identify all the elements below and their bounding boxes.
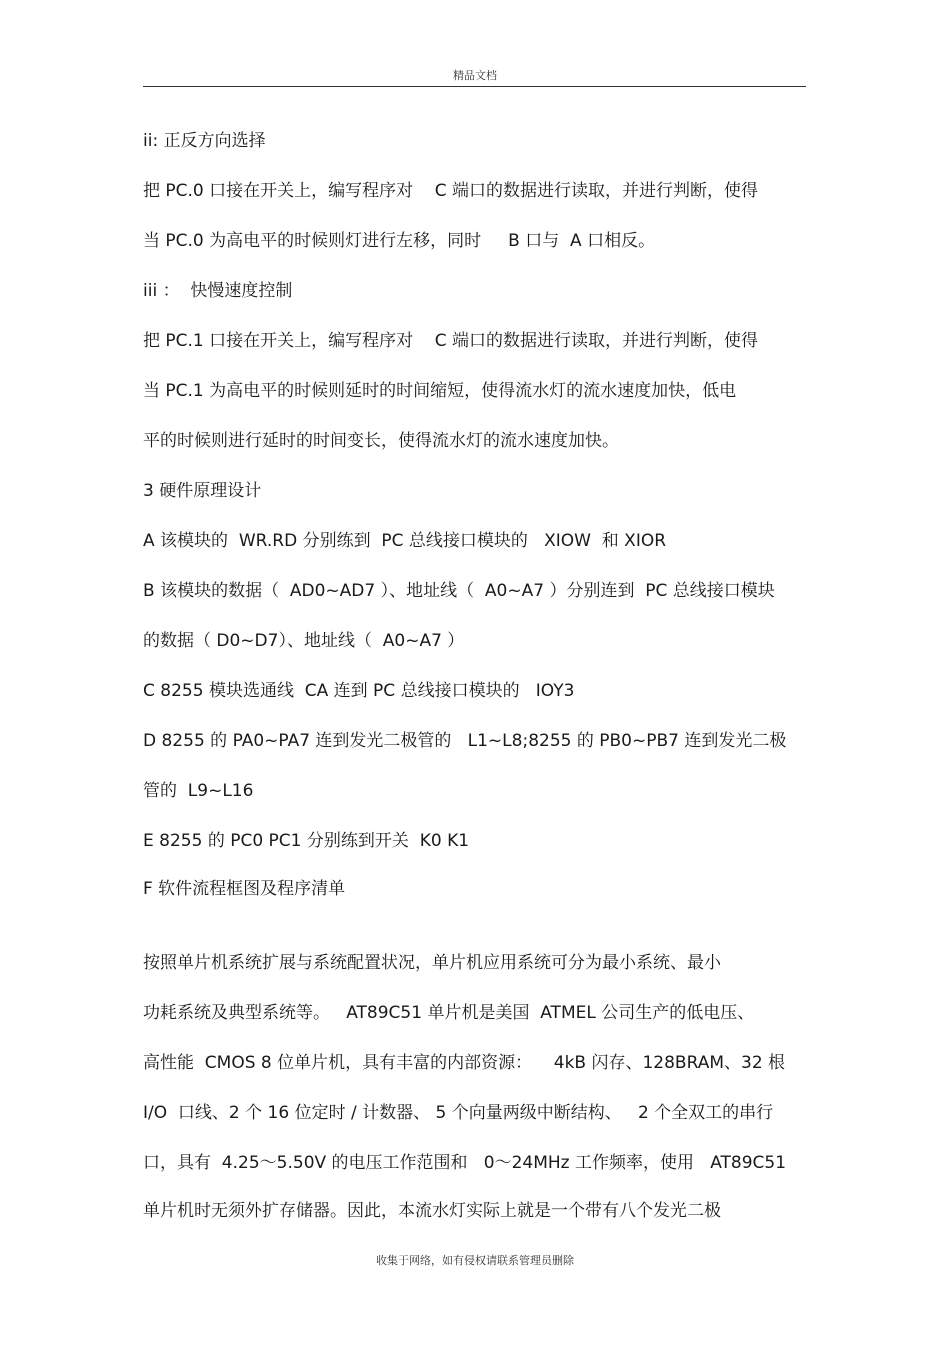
text-line: A 该模块的 WR.RD 分别练到 PC 总线接口模块的 XIOW 和 XIOR xyxy=(143,531,667,551)
section-heading: 3 硬件原理设计 xyxy=(143,481,262,501)
text-line: 高性能 CMOS 8 位单片机，具有丰富的内部资源： 4kB 闪存、128BRAM、32 根 xyxy=(143,1053,786,1073)
text-line: ii: 正反方向选择 xyxy=(143,131,266,151)
text-line: 管的 L9~L16 xyxy=(143,781,254,801)
text-line: iii ： 快慢速度控制 xyxy=(143,281,293,301)
text-line: C 8255 模块选通线 CA 连到 PC 总线接口模块的 IOY3 xyxy=(143,681,575,701)
text-line: D 8255 的 PA0~PA7 连到发光二极管的 L1~L8;8255 的 PB0~PB7 连到发光二极 xyxy=(143,731,787,751)
text-line: F 软件流程框图及程序清单 xyxy=(143,879,346,899)
text-line: 单片机时无须外扩存储器。因此，本流水灯实际上就是一个带有八个发光二极 xyxy=(143,1201,721,1221)
text-line: 当 PC.0 为高电平的时候则灯进行左移，同时 B 口与 A 口相反。 xyxy=(143,231,656,251)
text-line: 口，具有 4.25～5.50V 的电压工作范围和 0～24MHz 工作频率，使用 AT89C51 xyxy=(143,1153,787,1173)
text-line: 当 PC.1 为高电平的时候则延时的时间缩短，使得流水灯的流水速度加快，低电 xyxy=(143,381,737,401)
header-divider xyxy=(143,86,806,87)
text-line: 把 PC.1 口接在开关上，编写程序对 C 端口的数据进行读取，并进行判断，使得 xyxy=(143,331,759,351)
page-header: 精品文档 xyxy=(453,69,497,82)
text-line: 的数据（ D0~D7）、地址线（ A0~A7 ） xyxy=(143,631,465,651)
text-line: 平的时候则进行延时的时间变长，使得流水灯的流水速度加快。 xyxy=(143,431,619,451)
text-line: E 8255 的 PC0 PC1 分别练到开关 K0 K1 xyxy=(143,831,470,851)
text-line: 按照单片机系统扩展与系统配置状况，单片机应用系统可分为最小系统、最小 xyxy=(143,953,721,973)
text-line: 把 PC.0 口接在开关上，编写程序对 C 端口的数据进行读取，并进行判断，使得 xyxy=(143,181,759,201)
text-line: 功耗系统及典型系统等。 AT89C51 单片机是美国 ATMEL 公司生产的低电压、 xyxy=(143,1003,755,1023)
text-line: I/O 口线、2 个 16 位定时 / 计数器、 5 个向量两级中断结构、 2 个全双工的串行 xyxy=(143,1103,774,1123)
page-footer: 收集于网络，如有侵权请联系管理员删除 xyxy=(376,1254,574,1267)
text-line: B 该模块的数据（ AD0~AD7 ）、地址线（ A0~A7 ）分别连到 PC 总线接口模块 xyxy=(143,581,775,601)
